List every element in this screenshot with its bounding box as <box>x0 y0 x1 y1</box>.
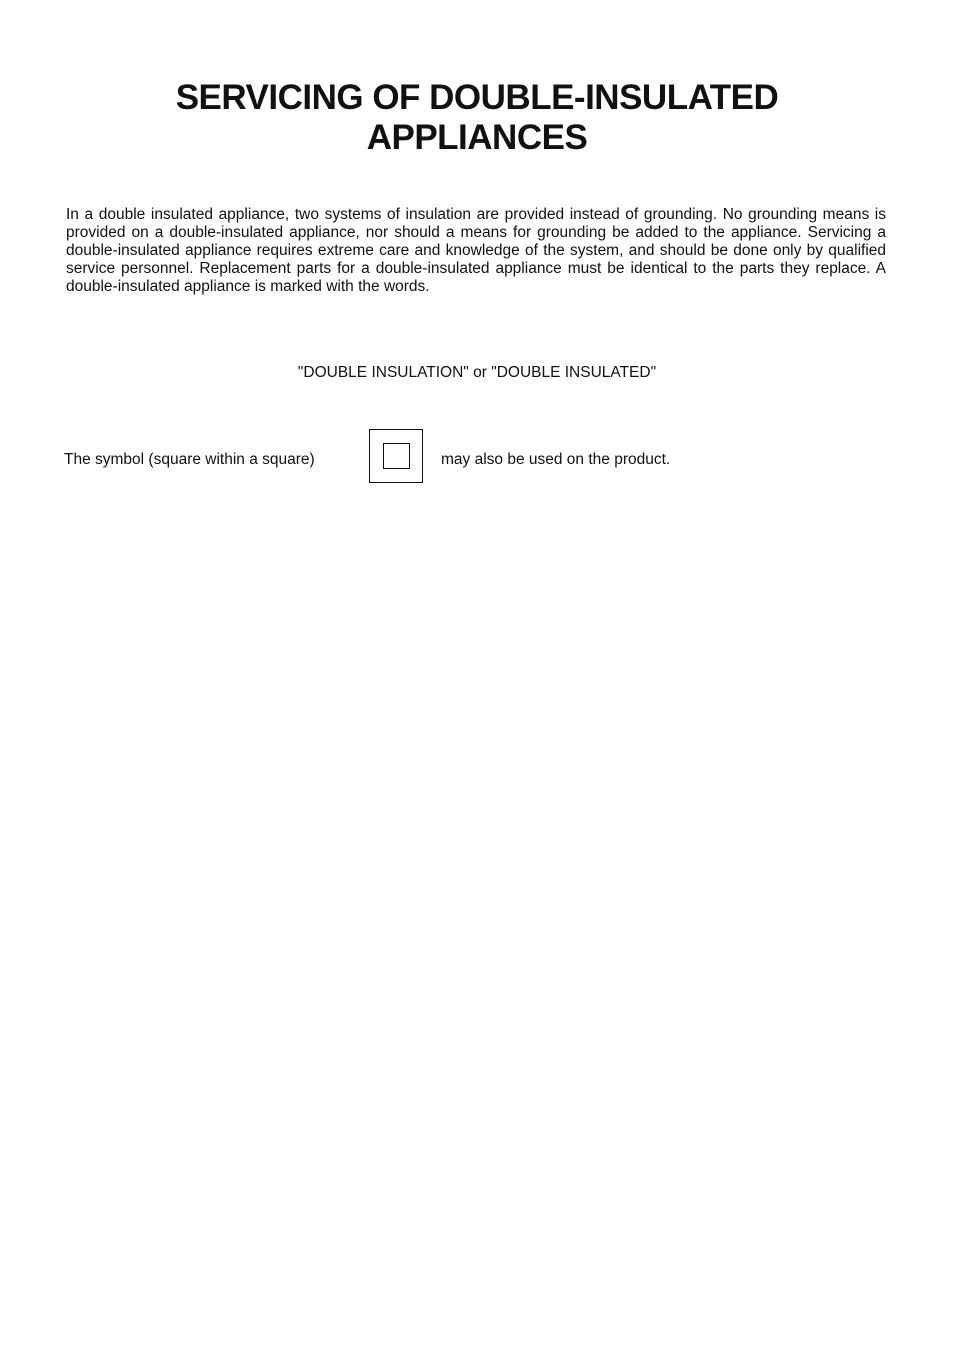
inner-square <box>383 443 410 469</box>
symbol-lead-text: The symbol (square within a square) <box>64 451 315 468</box>
marking-words: "DOUBLE INSULATION" or "DOUBLE INSULATED" <box>297 364 657 381</box>
symbol-trail-text: may also be used on the product. <box>441 451 671 468</box>
intro-paragraph: In a double insulated appliance, two systems of insulation are provided instead of grounding. No grounding means is provided on a double-insulated appliance, nor should a means for grounding be added to the appliance. Servicing a double-insulated appliance requires extreme care and knowledge of the system, and should be done only by qualified service personnel. Replacement parts for a double-insulated appliance must be identical to the parts they replace. A double-insulated appliance is marked with the words. <box>66 206 886 295</box>
page-title-line-1: SERVICING OF DOUBLE-INSULATED <box>175 78 779 117</box>
symbol-line <box>0 0 954 520</box>
double-insulation-square-icon <box>369 429 423 483</box>
page-title-line-2: APPLIANCES <box>366 118 588 157</box>
